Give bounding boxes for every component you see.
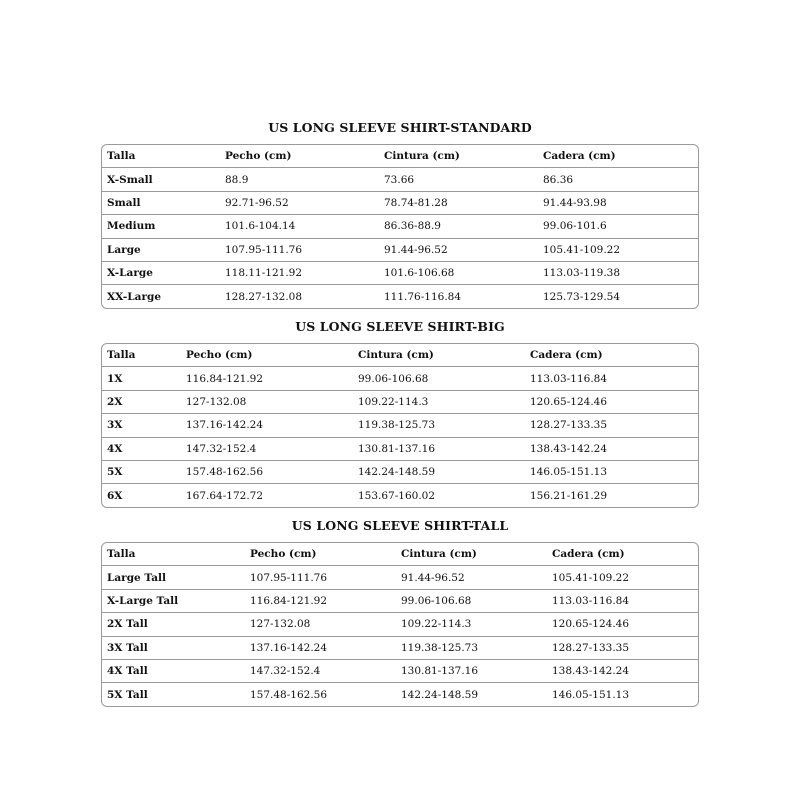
table-row bbox=[102, 683, 698, 706]
table-row bbox=[102, 390, 698, 413]
hip-value: 128.27-133.35 bbox=[547, 636, 698, 659]
size-label: 1X bbox=[102, 367, 181, 390]
table-title: US LONG SLEEVE SHIRT-STANDARD bbox=[268, 120, 532, 135]
hip-value: 128.27-133.35 bbox=[525, 414, 698, 437]
column-header-talla: Talla bbox=[102, 145, 220, 168]
waist-value: 109.22-114.3 bbox=[396, 613, 547, 636]
size-table-tall bbox=[101, 542, 699, 707]
waist-value: 101.6-106.68 bbox=[379, 261, 538, 284]
table-row bbox=[102, 168, 698, 191]
size-label: X-Small bbox=[102, 168, 220, 191]
hip-value: 91.44-93.98 bbox=[538, 191, 698, 214]
hip-value: 138.43-142.24 bbox=[547, 659, 698, 682]
waist-value: 119.38-125.73 bbox=[353, 414, 525, 437]
column-header-cadera: Cadera (cm) bbox=[547, 543, 698, 566]
chest-value: 101.6-104.14 bbox=[220, 215, 379, 238]
chest-value: 157.48-162.56 bbox=[250, 688, 328, 701]
chest-value: 128.27-132.08 bbox=[225, 290, 303, 303]
chest-value: 127-132.08 bbox=[245, 613, 396, 636]
waist-value: 111.76-116.84 bbox=[384, 290, 462, 303]
table-row bbox=[102, 261, 698, 284]
size-label: Large Tall bbox=[102, 566, 245, 589]
table-row bbox=[102, 191, 698, 214]
chest-value: 118.11-121.92 bbox=[220, 261, 379, 284]
hip-value: 146.05-151.13 bbox=[525, 460, 698, 483]
chest-value: 137.16-142.24 bbox=[181, 414, 353, 437]
chest-value: 167.64-172.72 bbox=[186, 489, 264, 502]
table-row bbox=[102, 367, 698, 390]
size-table-standard-section bbox=[101, 120, 699, 303]
size-label: 5X Tall bbox=[107, 688, 148, 701]
table-row bbox=[102, 566, 698, 589]
size-label: 2X Tall bbox=[102, 613, 245, 636]
hip-value: 138.43-142.24 bbox=[525, 437, 698, 460]
table-row bbox=[102, 589, 698, 612]
chest-value: 127-132.08 bbox=[181, 390, 353, 413]
size-label: 6X bbox=[107, 489, 123, 502]
chest-value: 116.84-121.92 bbox=[181, 367, 353, 390]
chest-value: 107.95-111.76 bbox=[220, 238, 379, 261]
hip-value: 113.03-116.84 bbox=[547, 589, 698, 612]
waist-value: 130.81-137.16 bbox=[396, 659, 547, 682]
waist-value: 142.24-148.59 bbox=[353, 460, 525, 483]
table-title: US LONG SLEEVE SHIRT-BIG bbox=[295, 319, 505, 334]
size-label: 2X bbox=[102, 390, 181, 413]
size-table-standard bbox=[101, 144, 699, 309]
hip-value: 156.21-161.29 bbox=[530, 489, 608, 502]
hip-value: 105.41-109.22 bbox=[547, 566, 698, 589]
chest-value: 92.71-96.52 bbox=[220, 191, 379, 214]
waist-value: 153.67-160.02 bbox=[358, 489, 436, 502]
waist-value: 109.22-114.3 bbox=[353, 390, 525, 413]
table-row bbox=[102, 659, 698, 682]
table-row bbox=[102, 484, 698, 507]
waist-value: 119.38-125.73 bbox=[396, 636, 547, 659]
waist-value: 78.74-81.28 bbox=[379, 191, 538, 214]
size-label: 3X Tall bbox=[102, 636, 245, 659]
column-header-cadera: Cadera (cm) bbox=[538, 145, 698, 168]
hip-value: 113.03-119.38 bbox=[538, 261, 698, 284]
chest-value: 147.32-152.4 bbox=[245, 659, 396, 682]
chest-value: 107.95-111.76 bbox=[245, 566, 396, 589]
chest-value: 147.32-152.4 bbox=[181, 437, 353, 460]
size-table-tall-section bbox=[101, 518, 699, 701]
hip-value: 120.65-124.46 bbox=[547, 613, 698, 636]
table-header-row bbox=[102, 543, 698, 566]
hip-value: 86.36 bbox=[538, 168, 698, 191]
waist-value: 99.06-106.68 bbox=[353, 367, 525, 390]
hip-value: 105.41-109.22 bbox=[538, 238, 698, 261]
chest-value: 116.84-121.92 bbox=[245, 589, 396, 612]
size-label: X-Large bbox=[102, 261, 220, 284]
size-label: 3X bbox=[102, 414, 181, 437]
column-header-cintura: Cintura (cm) bbox=[353, 344, 525, 367]
table-row bbox=[102, 437, 698, 460]
column-header-cintura: Cintura (cm) bbox=[379, 145, 538, 168]
waist-value: 99.06-106.68 bbox=[396, 589, 547, 612]
chest-value: 137.16-142.24 bbox=[245, 636, 396, 659]
hip-value: 120.65-124.46 bbox=[525, 390, 698, 413]
size-label: XX-Large bbox=[107, 290, 162, 303]
table-row bbox=[102, 285, 698, 308]
size-label: 4X bbox=[102, 437, 181, 460]
hip-value: 146.05-151.13 bbox=[552, 688, 630, 701]
size-label: Small bbox=[102, 191, 220, 214]
table-row bbox=[102, 238, 698, 261]
hip-value: 99.06-101.6 bbox=[538, 215, 698, 238]
waist-value: 142.24-148.59 bbox=[401, 688, 479, 701]
waist-value: 91.44-96.52 bbox=[379, 238, 538, 261]
table-row bbox=[102, 636, 698, 659]
size-table-big bbox=[101, 343, 699, 508]
column-header-pecho: Pecho (cm) bbox=[245, 543, 396, 566]
column-header-cintura: Cintura (cm) bbox=[396, 543, 547, 566]
column-header-cadera: Cadera (cm) bbox=[525, 344, 698, 367]
size-label: 5X bbox=[102, 460, 181, 483]
size-label: X-Large Tall bbox=[102, 589, 245, 612]
table-title: US LONG SLEEVE SHIRT-TALL bbox=[291, 518, 509, 533]
table-header-row bbox=[102, 344, 698, 367]
column-header-talla: Talla bbox=[102, 543, 245, 566]
column-header-pecho: Pecho (cm) bbox=[181, 344, 353, 367]
waist-value: 130.81-137.16 bbox=[353, 437, 525, 460]
table-row bbox=[102, 460, 698, 483]
hip-value: 125.73-129.54 bbox=[543, 290, 621, 303]
waist-value: 73.66 bbox=[379, 168, 538, 191]
chest-value: 157.48-162.56 bbox=[181, 460, 353, 483]
hip-value: 113.03-116.84 bbox=[525, 367, 698, 390]
waist-value: 91.44-96.52 bbox=[396, 566, 547, 589]
size-table-big-section bbox=[101, 319, 699, 502]
column-header-talla: Talla bbox=[102, 344, 181, 367]
table-header-row bbox=[102, 145, 698, 168]
size-label: Medium bbox=[102, 215, 220, 238]
table-row bbox=[102, 414, 698, 437]
size-label: Large bbox=[102, 238, 220, 261]
table-row bbox=[102, 215, 698, 238]
waist-value: 86.36-88.9 bbox=[379, 215, 538, 238]
chest-value: 88.9 bbox=[220, 168, 379, 191]
table-row bbox=[102, 613, 698, 636]
column-header-pecho: Pecho (cm) bbox=[220, 145, 379, 168]
size-label: 4X Tall bbox=[102, 659, 245, 682]
